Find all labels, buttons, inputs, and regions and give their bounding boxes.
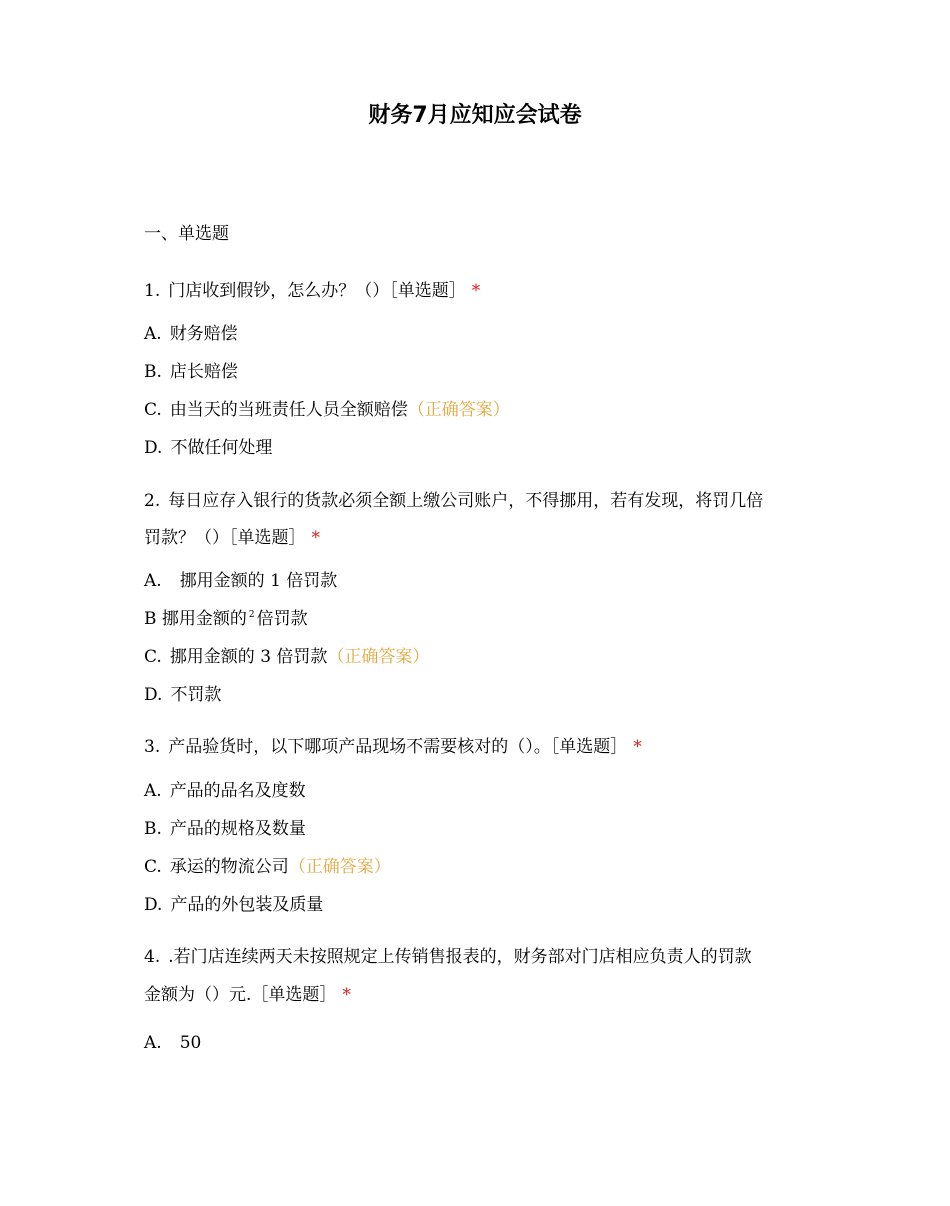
question-number: 2. (144, 491, 161, 511)
q1-option-a (144, 322, 238, 346)
option-letter: D. (144, 438, 163, 458)
question-1 (144, 279, 480, 303)
option-letter: A. (144, 781, 162, 801)
option-letter: D. (144, 685, 163, 705)
option-text: 由当天的当班责任人员全额赔偿 (169, 400, 408, 420)
option-letter: A. (144, 571, 162, 591)
q3-option-c (144, 855, 391, 879)
option-text: 店长赔偿 (169, 362, 238, 382)
q2-option-d (144, 683, 221, 707)
option-text: 财务赔偿 (169, 324, 238, 344)
option-letter: A. (144, 324, 162, 344)
option-text: 挪用金额的 1 倍罚款 (179, 571, 338, 591)
option-text: 挪用金额的 3 倍罚款 (169, 647, 328, 667)
option-text: 50 (179, 1033, 202, 1053)
option-letter: A. (144, 1033, 162, 1053)
correct-answer-tag: （正确答案） (327, 647, 430, 667)
option-text: 产品的品名及度数 (169, 781, 306, 801)
option-letter: C. (144, 857, 162, 877)
q3-option-d (144, 893, 323, 917)
question-text-line1: .若门店连续两天未按照规定上传销售报表的，财务部对门店相应负责人的罚款 (168, 947, 752, 967)
q1-option-c (144, 398, 510, 422)
q1-option-d (144, 436, 272, 460)
option-text: 产品的规格及数量 (169, 819, 306, 839)
question-text: 门店收到假钞，怎么办？（）［单选题］ (168, 281, 466, 301)
document-title: 财务7月应知应会试卷 (368, 103, 582, 128)
question-4-continued (144, 983, 351, 1007)
option-text: 挪用金额的 (161, 609, 247, 629)
q2-option-c (144, 645, 429, 669)
question-number: 4. (144, 947, 161, 967)
correct-answer-tag: （正确答案） (407, 400, 510, 420)
question-number: 3. (144, 737, 161, 757)
question-4 (144, 945, 752, 969)
question-text-line2: 金额为（）元.［单选题］ (144, 985, 337, 1005)
option-text: 不做任何处理 (170, 438, 273, 458)
option-letter: C. (144, 647, 162, 667)
question-number: 1. (144, 281, 161, 301)
question-text-line1: 每日应存入银行的货款必须全额上缴公司账户，不得挪用，若有发现，将罚几倍 (168, 491, 764, 511)
option-text: 不罚款 (170, 685, 222, 705)
question-2 (144, 489, 763, 513)
option-letter: C. (144, 400, 162, 420)
option-letter: B. (144, 819, 162, 839)
option-text: 承运的物流公司 (169, 857, 289, 877)
option-text-tail: 倍罚款 (256, 609, 308, 629)
correct-answer-tag: （正确答案） (288, 857, 391, 877)
q3-option-a (144, 779, 306, 803)
question-text: 产品验货时，以下哪项产品现场不需要核对的（）。［单选题］ (168, 737, 628, 757)
required-mark: * (633, 737, 642, 757)
q4-option-a (144, 1031, 201, 1055)
required-mark: * (311, 528, 320, 548)
question-text-line2: 罚款？（）［单选题］ (144, 528, 306, 548)
q2-option-a (144, 569, 337, 593)
option-letter: D. (144, 895, 163, 915)
question-2-continued (144, 526, 320, 550)
required-mark: * (471, 281, 481, 301)
q1-option-b (144, 360, 238, 384)
section-heading: 一、单选题 (144, 224, 229, 244)
option-letter: B (144, 609, 157, 629)
option-superscript: 2 (248, 610, 255, 621)
required-mark: * (342, 985, 351, 1005)
question-3 (144, 735, 642, 759)
option-text: 产品的外包装及质量 (170, 895, 324, 915)
q2-option-b (144, 607, 308, 631)
q3-option-b (144, 817, 306, 841)
option-letter: B. (144, 362, 162, 382)
